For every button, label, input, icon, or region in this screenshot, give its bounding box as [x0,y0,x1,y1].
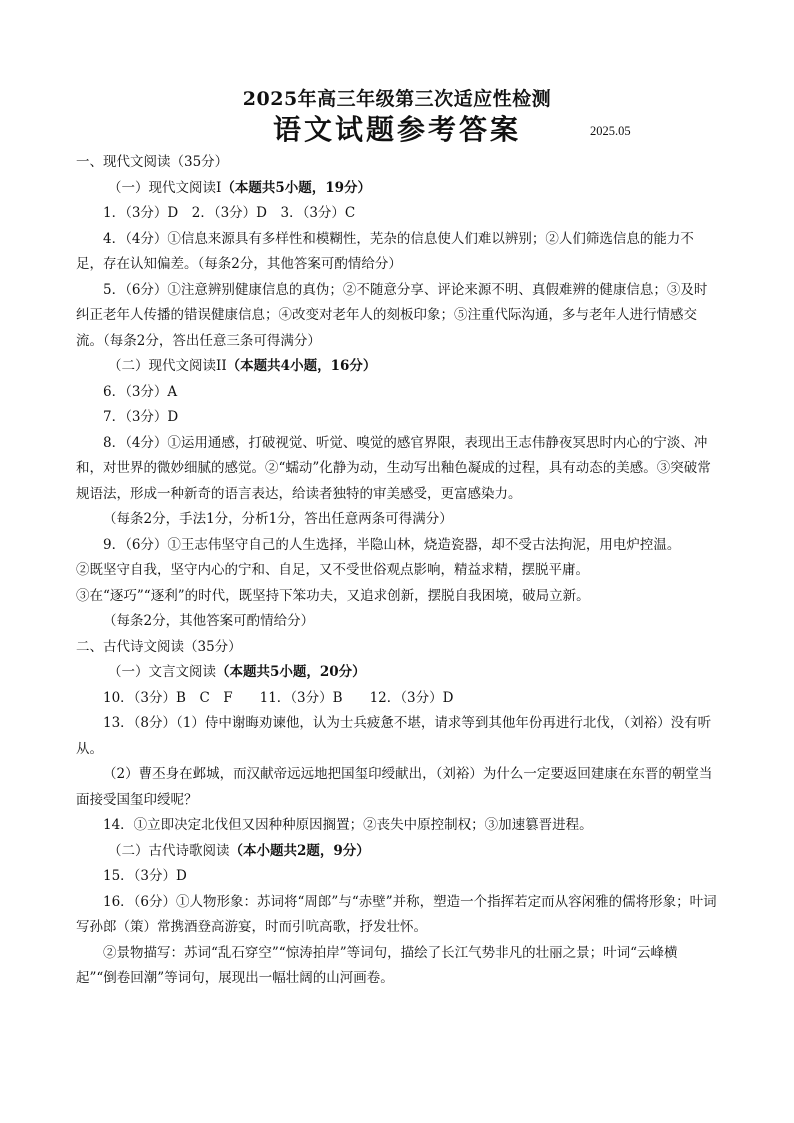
scoring-note-q9: （每条2分，其他答案可酌情给分） [103,613,315,629]
subsection-score: （本小题共2题，9分） [229,842,370,859]
subsection-label: （二）现代文阅读II [108,358,227,374]
answer-q10-12: 10．（3分）B C F 11．（3分）B 12．（3分）D [103,689,454,706]
subsection-score: （本题共5小题，19分） [221,179,372,196]
document-title: 语文试题参考答案 [272,113,521,146]
answer-q16: 16．（6分）①人物形象：苏词将“周郎”与“赤壁”并称，塑造一个指挥若定而从容闲雅的儒将形象；叶词写孙郎（策）常携酒登高游宴，时而引吭高歌，抒发壮怀。 [76,893,717,935]
subsection-label: （二）古代诗歌阅读 [108,842,230,859]
answer-q7: 7．（3分）D [103,409,179,425]
subsection-label: （一）文言文阅读 [108,664,216,680]
section-heading-1: 一、现代文阅读（35分） [76,154,229,170]
answer-q4: 4．（4分）①信息来源具有多样性和模糊性，芜杂的信息使人们难以辨别；②人们筛选信息的能力不足，存在认知偏差。（每条2分，其他答案可酌情给分） [76,230,694,272]
subsection-score: （本题共4小题，16分） [226,358,377,374]
answer-q15: 15．（3分）D [103,868,187,884]
document-date: 2025.05 [590,124,631,138]
answer-q16-part2: ②景物描写：苏词“乱石穿空”“惊涛拍岸”等词句，描绘了长江气势非凡的壮丽之景；叶词“云峰横起”“倒卷回潮”等词句，展现出一幅壮阔的山河画卷。 [76,944,678,986]
subsection-heading-1-2 [76,354,718,380]
answer-q6: 6．（3分）A [103,383,178,400]
answer-content [76,150,718,992]
subsection-heading-2-2 [76,839,718,865]
answer-q8: 8．（4分）①运用通感，打破视觉、听觉、嗅觉的感官界限，表现出王志伟静夜冥思时内心的宁淡、冲和，对世界的微妙细腻的感觉。②“蠕动”化静为动，生动写出釉色凝成的过程，具有动态的美感。③突破常规语法，形成一种新奇的语言表达，给读者独特的审美感受，更富感染力。 [76,434,711,502]
answer-q5: 5．（6分）①注意辨别健康信息的真伪；②不随意分享、评论来源不明、真假难辨的健康信息；③及时纠正老年人传播的错误健康信息；④改变对老年人的刻板印象；⑤注重代际沟通，多与老年人进行情感交流。（每条2分，答出任意三条可得满分） [76,281,708,349]
answer-q9: 9．（6分）①王志伟坚守自己的人生选择，半隐山林，烧造瓷器，却不受古法拘泥，用电炉控温。 [103,536,681,553]
subsection-score: （本题共5小题，20分） [216,664,366,680]
scoring-note-q8: （每条2分，手法1分，分析1分，答出任意两条可得满分） [103,511,453,527]
answer-q13-part2: （2）曹丕身在邺城，而汉献帝远远地把国玺印绶献出，（刘裕）为什么一定要返回建康在东晋的朝堂当面接受国玺印绶呢？ [76,766,713,808]
subsection-heading-2-1 [76,660,718,686]
answer-q14: 14．①立即决定北伐但又因种种原因搁置；②丧失中原控制权；③加速篡晋进程。 [103,817,593,833]
subsection-label: （一）现代文阅读I [108,179,222,196]
subsection-heading-1-1 [76,176,718,202]
exam-title: 2025年高三年级第三次适应性检测 [242,88,552,110]
section-heading-2: 二、古代诗文阅读（35分） [76,638,242,655]
answer-q9-point3: ③在“逐巧”“逐利”的时代，既坚持下笨功夫，又追求创新，摆脱自我困境，破局立新。 [76,587,590,604]
answer-q13: 13．（8分）（1）侍中谢晦劝谏他，认为士兵疲惫不堪，请求等到其他年份再进行北伐，（刘裕）没有听从。 [76,715,712,757]
answer-q1-3: 1．（3分）D 2．（3分）D 3．（3分）C [103,205,356,221]
answer-q9-point2: ②既坚守自我，坚守内心的宁和、自足，又不受世俗观点影响，精益求精，摆脱平庸。 [76,562,589,578]
